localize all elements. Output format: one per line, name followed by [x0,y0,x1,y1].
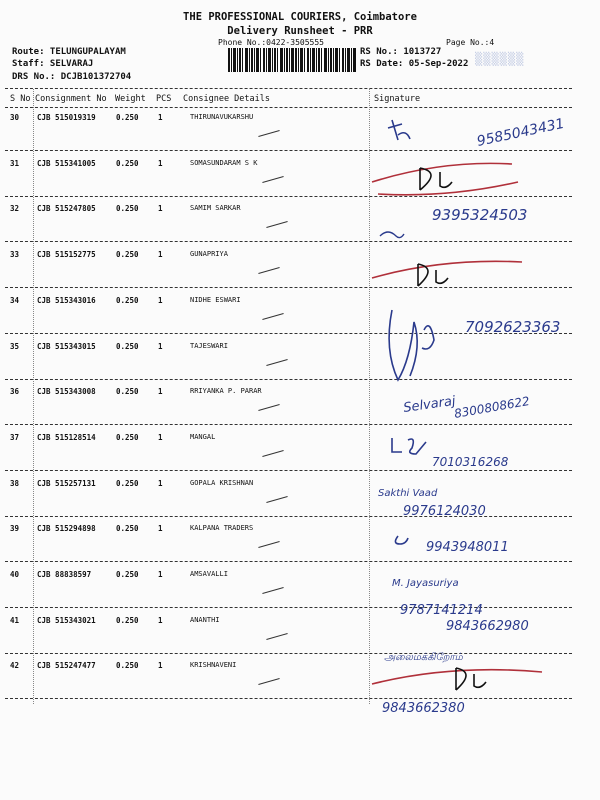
row-consignment-no: CJB 515343015 [37,341,96,351]
page-number: Page No.:4 [446,38,495,47]
row-weight: 0.250 [116,432,139,442]
note-40-name: M. Jayasuriya [392,578,459,589]
row-sno: 36 [10,387,20,397]
row-consignment-no: CJB 515343021 [37,615,96,625]
row-consignment-no: CJB 515247477 [37,661,96,671]
col-consignee: Consignee Details [183,94,270,104]
row-consignee: SAMIM SARKAR [190,204,241,213]
row-consignee: MANGAL [190,432,216,441]
row-consignee: ANANTHI [190,615,220,624]
row-pcs: 1 [158,661,163,671]
phone-number: Phone No.:0422-3505555 [218,38,324,47]
row-consignee: KRISHNAVENI [190,661,237,670]
signature-37 [392,438,426,454]
row-weight: 0.250 [116,615,139,625]
row-consignee: TAJESWARI [190,341,228,350]
col-pcs: PCS [156,94,172,104]
row-consignment-no: CJB 515152775 [37,250,96,260]
row-pcs: 1 [158,387,163,397]
row-sno: 39 [10,524,20,534]
col-consignment: Consignment No [35,94,107,104]
row-weight: 0.250 [116,387,139,397]
row-weight: 0.250 [116,113,139,122]
note-40-phone: 9787141214 [400,603,483,618]
row-pcs: 1 [158,341,163,351]
row-weight: 0.250 [116,341,139,351]
rs-date: RS Date: 05-Sep-2022 [360,59,469,69]
row-consignment-no: CJB 515341005 [37,158,96,168]
stamp-stroke [378,182,518,195]
row-sno: 42 [10,661,20,671]
row-pcs: 1 [158,295,163,305]
row-pcs: 1 [158,113,163,122]
row-sno: 38 [10,478,20,488]
note-42-phone: 9843662380 [382,701,465,716]
faded-stamp: ▒▒▒▒▒▒ [475,52,525,66]
row-consignee: SOMASUNDARAM S K [190,158,258,167]
note-39-phone: 9943948011 [426,540,509,555]
row-sno: 40 [10,570,20,579]
signature-34 [389,310,434,380]
row-pcs: 1 [158,570,163,579]
note-36-phone: 8300808622 [453,393,531,421]
row-consignee: GOPALA KRISHNAN [190,478,254,487]
row-pcs: 1 [158,615,163,625]
row-pcs: 1 [158,524,163,534]
signature-30 [388,120,410,140]
note-30-phone: 9585043431 [475,115,566,150]
row-weight: 0.250 [116,250,139,260]
col-weight: Weight [115,94,146,104]
row-consignment-no: CJB 515343008 [37,387,96,397]
row-sno: 35 [10,341,20,351]
col-signature: Signature [374,94,421,104]
row-sno: 32 [10,204,20,214]
row-weight: 0.250 [116,570,139,579]
row-weight: 0.250 [116,295,139,305]
note-42-name: அலைமக்கிறோம் [384,652,463,663]
company-title: THE PROFESSIONAL COURIERS, Coimbatore [183,11,417,23]
row-consignee: RRIYANKA P. PARAR [190,387,262,396]
note-38-phone: 9976124030 [403,504,486,519]
row-sno: 37 [10,432,20,442]
row-consignee: THIRUNAVUKARSHU [190,113,254,121]
row-weight: 0.250 [116,204,139,214]
row-consignment-no: CJB 88838597 [37,570,92,579]
note-34-phone: 7092623363 [465,318,561,336]
row-pcs: 1 [158,478,163,488]
row-consignment-no: CJB 515247805 [37,204,96,214]
staff-label: Staff: SELVARAJ [12,59,94,69]
col-sno: S No [10,94,31,104]
row-sno: 34 [10,295,20,305]
row-pcs: 1 [158,204,163,214]
note-41-phone: 9843662980 [446,619,529,634]
note-38-name: Sakthi Vaad [378,488,438,499]
route-label: Route: TELUNGUPALAYAM [12,47,126,57]
row-consignment-no: CJB 515019319 [37,113,96,122]
row-weight: 0.250 [116,661,139,671]
stamp-stroke [372,163,512,182]
row-consignment-no: CJB 515257131 [37,478,96,488]
row-consignment-no: CJB 515343016 [37,295,96,305]
row-sno: 33 [10,250,20,260]
row-consignment-no: CJB 515128514 [37,432,96,442]
rs-number: RS No.: 1013727 [360,47,442,57]
note-32-phone: 9395324503 [432,206,528,224]
note-36-name: Selvaraj [402,393,457,416]
row-weight: 0.250 [116,158,139,168]
row-consignee: GUNAPRIYA [190,250,228,259]
row-weight: 0.250 [116,478,139,488]
row-pcs: 1 [158,158,163,168]
drs-number: DRS No.: DCJB101372704 [12,72,132,82]
row-consignment-no: CJB 515294898 [37,524,96,534]
note-37-phone: 7010316268 [432,455,509,469]
row-pcs: 1 [158,250,163,260]
signature-39 [395,536,408,544]
row-consignee: KALPANA TRADERS [190,524,254,533]
row-consignee: NIDHE ESWARI [190,295,241,304]
stamp-stroke [372,670,542,684]
row-sno: 30 [10,113,20,122]
row-consignee: AMSAVALLI [190,570,228,578]
row-weight: 0.250 [116,524,139,534]
row-sno: 31 [10,158,20,168]
runsheet-title: Delivery Runsheet - PRR [227,25,373,37]
signature-31 [420,168,452,190]
signature-32 [380,232,404,238]
row-sno: 41 [10,615,20,625]
row-pcs: 1 [158,432,163,442]
stamp-stroke [372,261,522,278]
